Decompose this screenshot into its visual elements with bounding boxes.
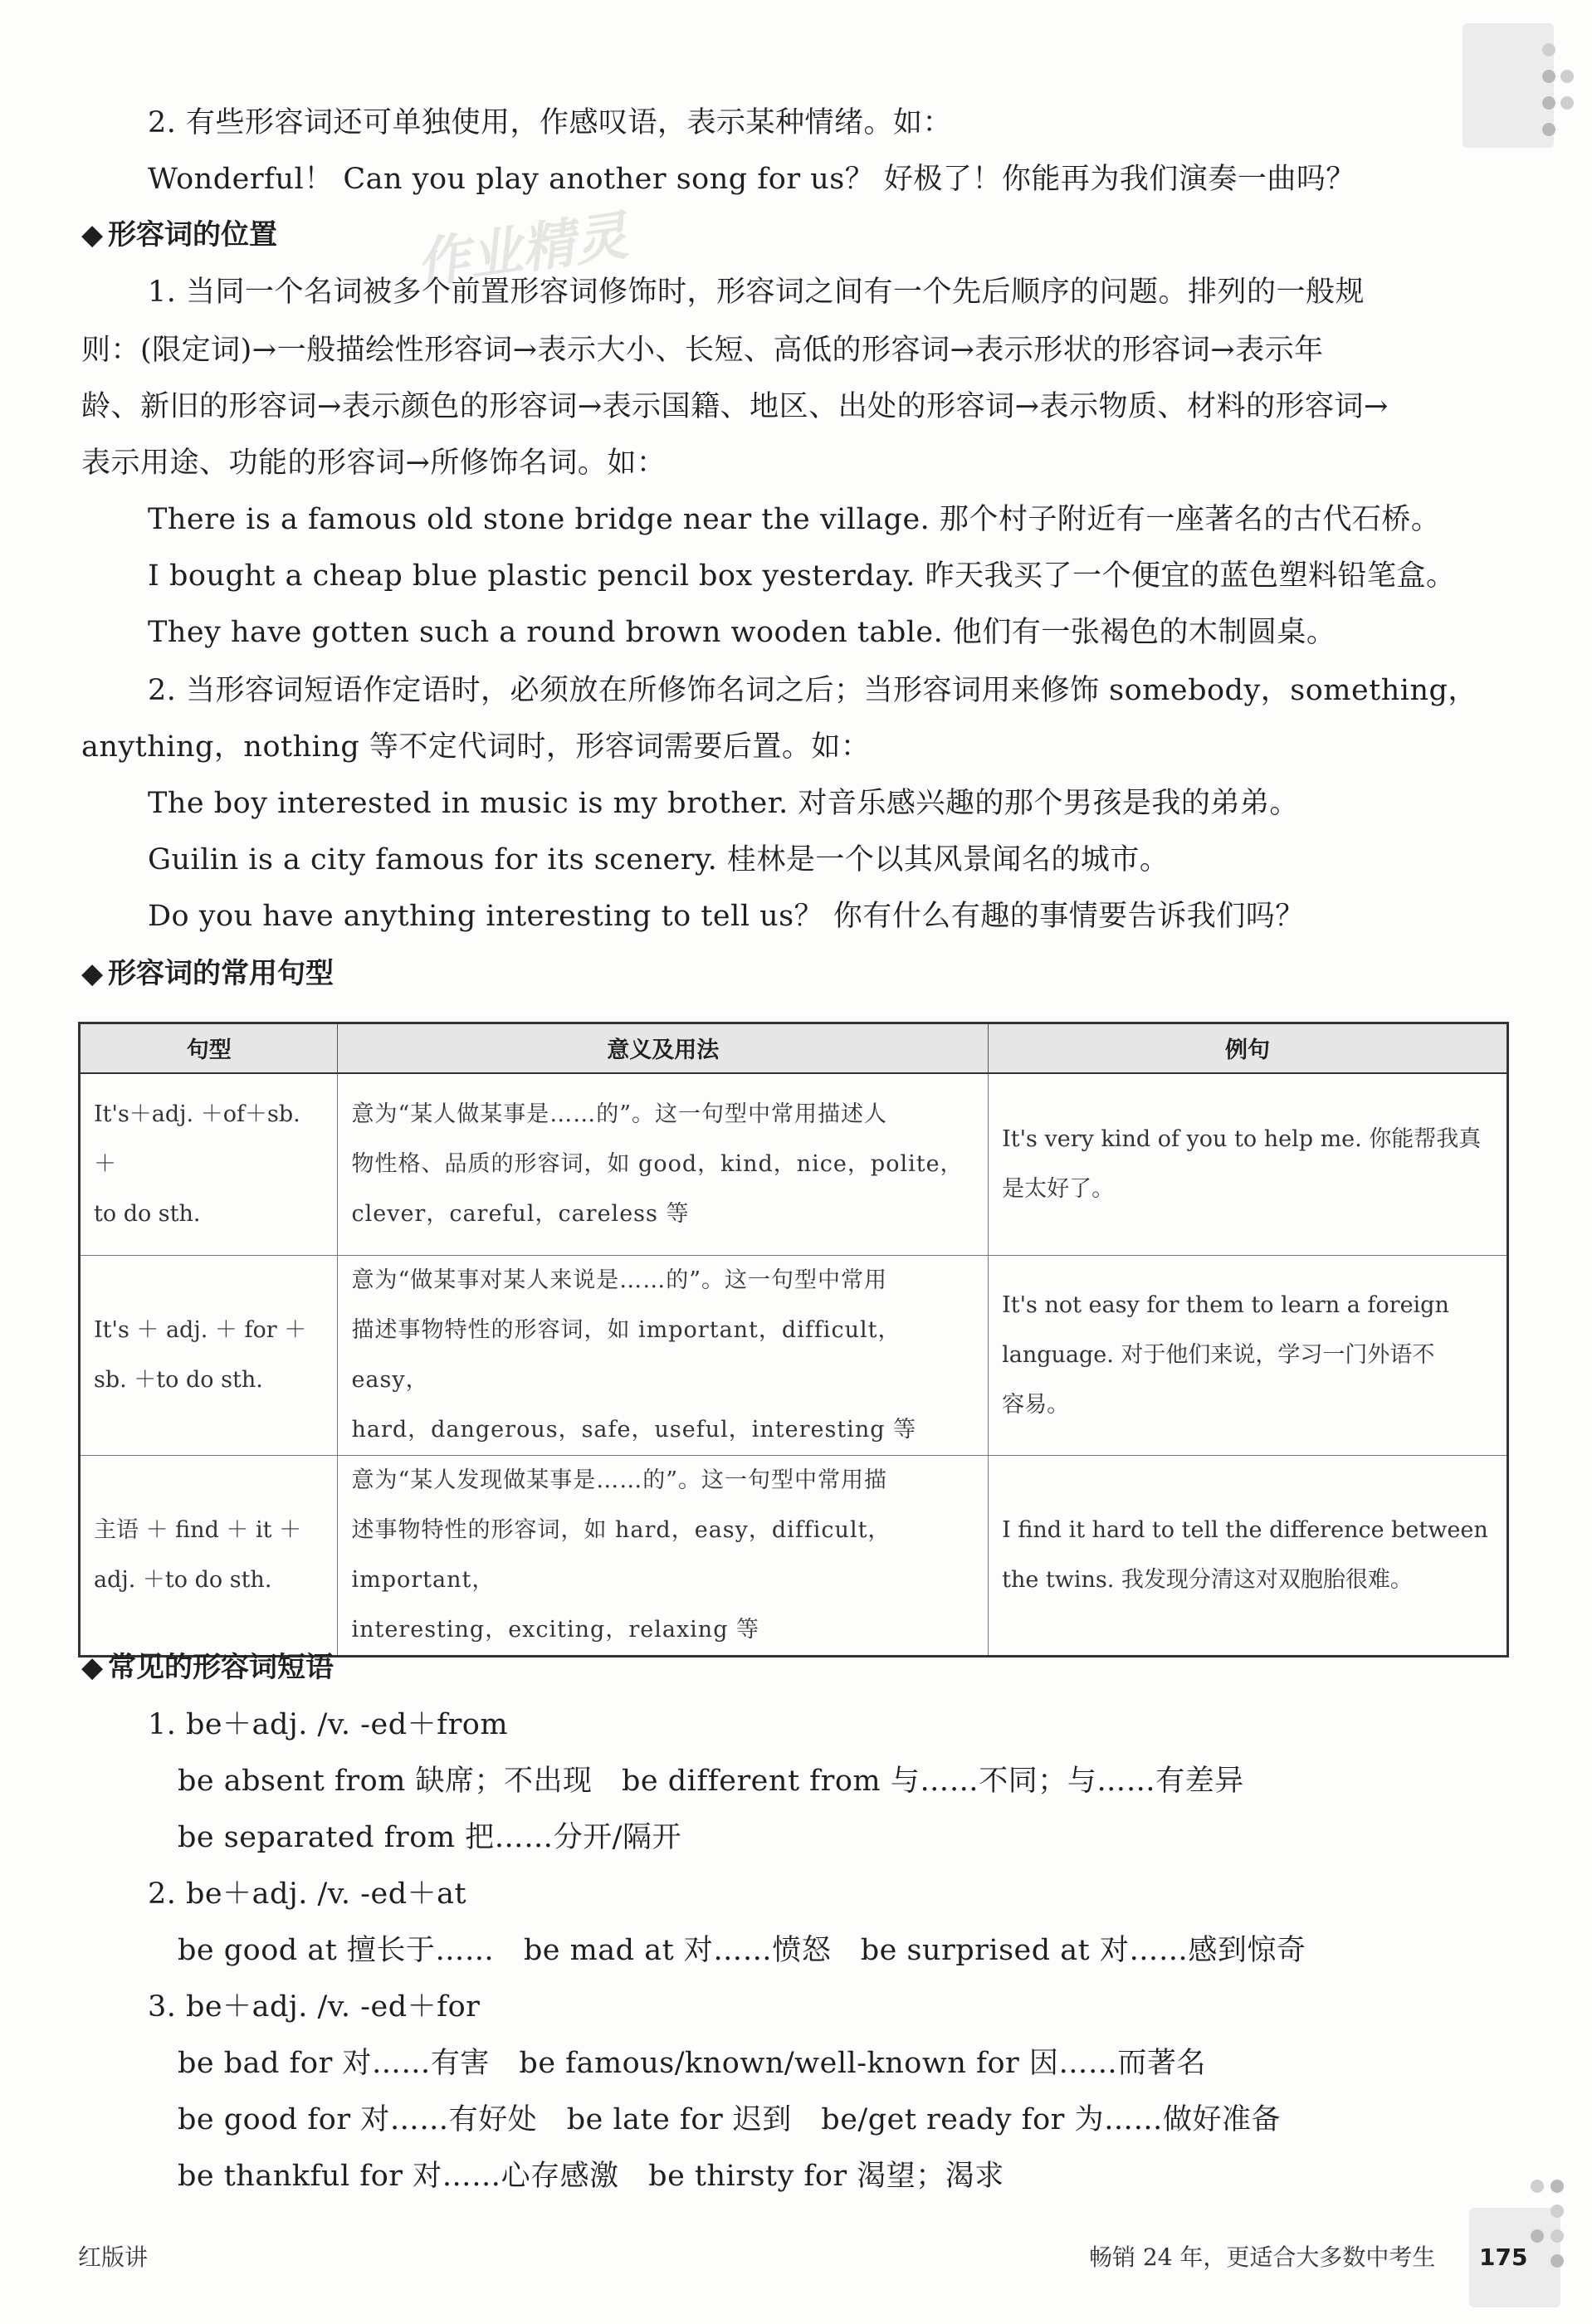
example-sentence: Do you have anything interesting to tell us？ 你有什么有趣的事情要告诉我们吗？ <box>148 900 1305 933</box>
diamond-bullet-icon: ◆ <box>81 957 104 990</box>
phrase-group-title: 2. be＋adj. /v. -ed＋at <box>148 1877 467 1911</box>
cell-line: 述事物特性的形容词，如 hard，easy，difficult，important， <box>351 1517 891 1593</box>
table-header-pattern: 句型 <box>80 1023 338 1073</box>
phrase-line: be bad for 对……有害 be famous/known/well-known for 因……而著名 <box>178 2047 1206 2080</box>
cell-line: It's＋adj. ＋of＋sb. ＋ <box>94 1101 300 1177</box>
corner-dot <box>1542 43 1555 56</box>
section-heading-phrases <box>81 1647 334 1688</box>
diamond-bullet-icon: ◆ <box>81 1651 104 1684</box>
phrase-line: be absent from 缺席；不出现 be different from 与……不同；与……有差异 <box>178 1765 1244 1798</box>
cell-line: 物性格、品质的形容词，如 good，kind，nice，polite， <box>351 1150 964 1177</box>
example-cell <box>989 1456 1508 1657</box>
cell-line: It's not easy for them to learn a foreign <box>1002 1292 1449 1318</box>
cell-line: clever，careful，careless 等 <box>351 1200 690 1227</box>
corner-dot <box>1560 70 1574 83</box>
footer-brand: 红版讲 <box>78 2243 149 2271</box>
section-heading-text: 形容词的位置 <box>108 218 277 251</box>
cell-line: to do sth. <box>94 1200 201 1227</box>
corner-dot <box>1542 70 1555 83</box>
example-sentence: I bought a cheap blue plastic pencil box yesterday. 昨天我买了一个便宜的蓝色塑料铅笔盒。 <box>148 559 1456 593</box>
rule-1-line: 则：(限定词)→一般描绘性形容词→表示大小、长短、高低的形容词→表示形状的形容词→表示年 <box>81 334 1324 367</box>
example-sentence: The boy interested in music is my brother. 对音乐感兴趣的那个男孩是我的弟弟。 <box>148 787 1299 820</box>
corner-dot <box>1550 2254 1564 2268</box>
cell-line: I find it hard to tell the difference between <box>1002 1517 1488 1543</box>
cell-line: It's ＋ adj. ＋ for ＋ <box>94 1317 307 1343</box>
table-row <box>80 1456 1508 1657</box>
corner-dot <box>1542 123 1555 136</box>
rule-1-line: 表示用途、功能的形容词→所修饰名词。如： <box>81 447 667 480</box>
cell-line: It's very kind of you to help me. 你能帮我真 <box>1002 1125 1482 1152</box>
example-sentence: There is a famous old stone bridge near the village. 那个村子附近有一座著名的古代石桥。 <box>148 503 1441 536</box>
usage-cell <box>338 1256 989 1456</box>
table-header-row <box>80 1023 1508 1073</box>
corner-decoration-top <box>1463 23 1554 148</box>
section-heading-text: 形容词的常用句型 <box>108 957 334 990</box>
section-heading-patterns <box>81 953 334 994</box>
table-row <box>80 1256 1508 1456</box>
diamond-bullet-icon: ◆ <box>81 218 104 251</box>
example-sentence: Guilin is a city famous for its scenery. 桂林是一个以其风景闻名的城市。 <box>148 843 1170 876</box>
table-row <box>80 1073 1508 1256</box>
corner-dot <box>1531 2229 1544 2243</box>
rule-1-line: 龄、新旧的形容词→表示颜色的形容词→表示国籍、地区、出处的形容词→表示物质、材料的形容词→ <box>81 390 1389 423</box>
pattern-cell <box>80 1456 338 1657</box>
cell-line: sb. ＋to do sth. <box>94 1367 263 1393</box>
table-header-example: 例句 <box>989 1023 1508 1073</box>
footer-slogan: 畅销 24 年，更适合大多数中考生 <box>1089 2243 1436 2271</box>
example-cell <box>989 1256 1508 1456</box>
section-heading-position <box>81 214 277 256</box>
cell-line: 意为“做某事对某人来说是……的”。这一句型中常用 <box>351 1267 888 1293</box>
example-cell <box>989 1073 1508 1256</box>
phrase-line: be good at 擅长于…… be mad at 对……愤怒 be surprised at 对……感到惊奇 <box>178 1934 1306 1967</box>
watermark: 作业精灵 <box>412 205 632 296</box>
cell-line: 容易。 <box>1002 1392 1070 1418</box>
intro-line: 2. 有些形容词还可单独使用，作感叹语，表示某种情绪。如： <box>148 106 953 139</box>
cell-line: language. 对于他们来说，学习一门外语不 <box>1002 1342 1435 1368</box>
cell-line: 描述事物特性的形容词，如 important，difficult，easy， <box>351 1317 901 1393</box>
table-header-usage: 意义及用法 <box>338 1023 989 1073</box>
corner-dot <box>1560 96 1574 110</box>
cell-line: the twins. 我发现分清这对双胞胎很难。 <box>1002 1567 1413 1593</box>
cell-line: 意为“某人做某事是……的”。这一句型中常用描述人 <box>351 1101 888 1127</box>
cell-line: 是太好了。 <box>1002 1175 1115 1202</box>
corner-dot <box>1550 2180 1564 2193</box>
phrase-group-title: 3. be＋adj. /v. -ed＋for <box>148 1990 481 2024</box>
example-sentence: They have gotten such a round brown wooden table. 他们有一张褐色的木制圆桌。 <box>148 616 1336 649</box>
phrase-line: be separated from 把……分开/隔开 <box>178 1821 681 1854</box>
usage-cell <box>338 1456 989 1657</box>
rule-2-line: anything，nothing 等不定代词时，形容词需要后置。如： <box>81 730 871 764</box>
cell-line: 意为“某人发现做某事是……的”。这一句型中常用描 <box>351 1467 888 1493</box>
pattern-cell <box>80 1256 338 1456</box>
corner-dot <box>1550 2229 1564 2243</box>
page-number: 175 <box>1479 2243 1528 2271</box>
pattern-cell <box>80 1073 338 1256</box>
corner-dot <box>1542 96 1555 110</box>
corner-dot <box>1531 2180 1544 2193</box>
phrase-line: be good for 对……有好处 be late for 迟到 be/get ready for 为……做好准备 <box>178 2103 1282 2136</box>
cell-line: adj. ＋to do sth. <box>94 1567 272 1593</box>
phrase-group-title: 1. be＋adj. /v. -ed＋from <box>148 1708 509 1741</box>
section-heading-text: 常见的形容词短语 <box>108 1651 334 1684</box>
rule-2-line: 2. 当形容词短语作定语时，必须放在所修饰名词之后；当形容词用来修饰 somebody，something， <box>148 674 1477 707</box>
cell-line: interesting，exciting，relaxing 等 <box>351 1617 760 1643</box>
corner-dot <box>1550 2204 1564 2218</box>
intro-example: Wonderful！ Can you play another song for us？ 好极了！你能再为我们演奏一曲吗？ <box>148 163 1355 196</box>
usage-cell <box>338 1073 989 1256</box>
phrase-line: be thankful for 对……心存感激 be thirsty for 渴望；渴求 <box>178 2160 1004 2193</box>
cell-line: 主语 ＋ find ＋ it ＋ <box>94 1517 302 1543</box>
cell-line: hard，dangerous，safe，useful，interesting 等 <box>351 1417 917 1443</box>
sentence-pattern-table <box>78 1022 1509 1658</box>
rule-1-line: 1. 当同一个名词被多个前置形容词修饰时，形容词之间有一个先后顺序的问题。排列的一般规 <box>148 276 1365 309</box>
